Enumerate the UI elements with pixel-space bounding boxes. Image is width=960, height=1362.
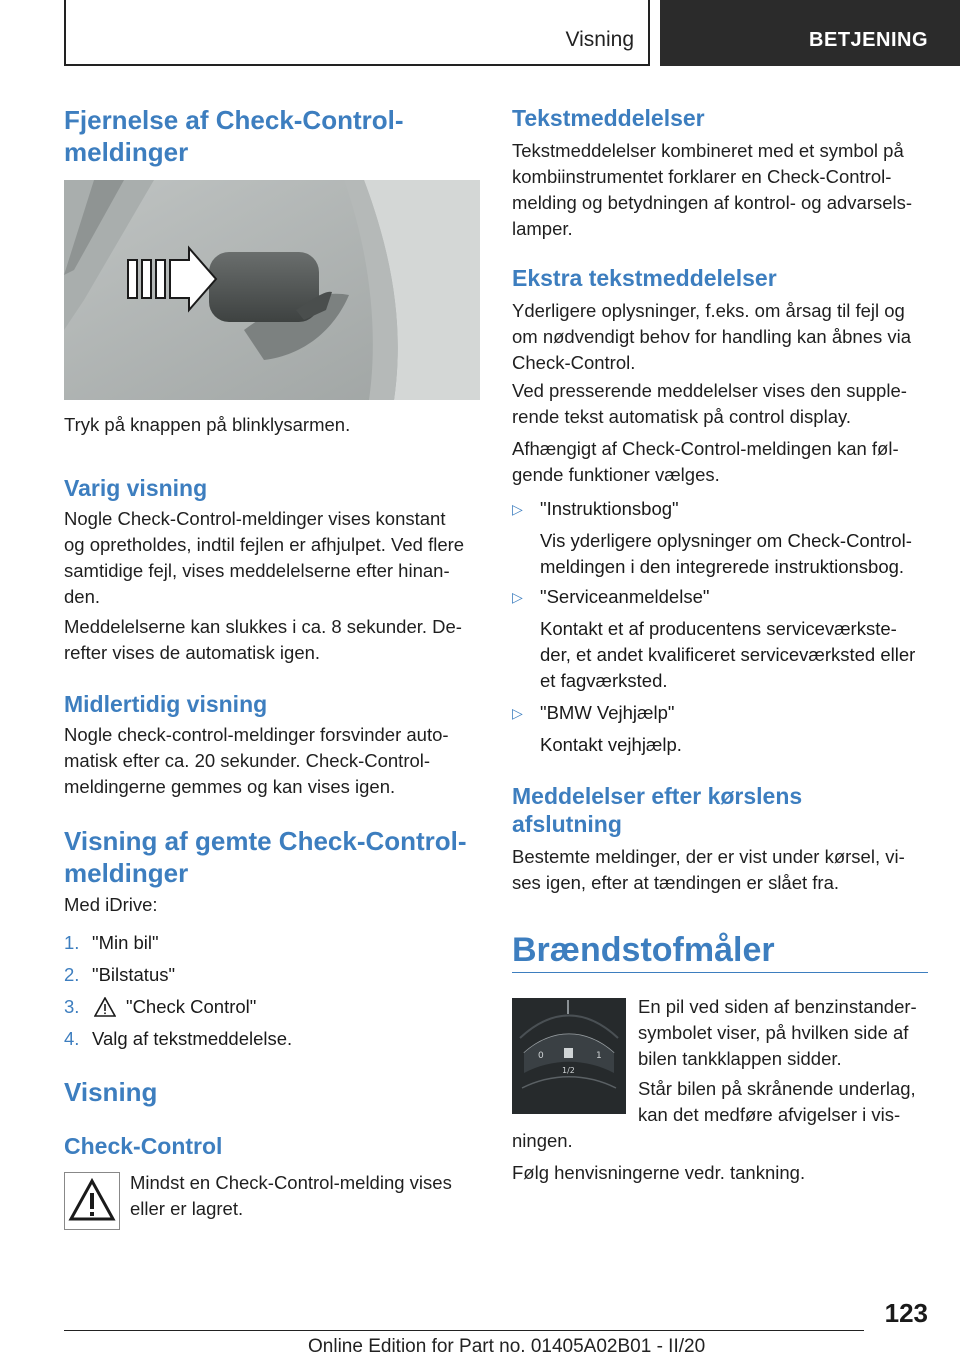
stalk-illustration bbox=[64, 180, 480, 400]
heading-saved-messages: Visning af gemte Check-Control- meldinger bbox=[64, 826, 467, 888]
page-number: 123 bbox=[884, 1298, 928, 1328]
gauge-label-one: 1 bbox=[596, 1051, 602, 1061]
heading-visning: Visning bbox=[64, 1077, 158, 1107]
header-chapter-box bbox=[660, 0, 960, 66]
paragraph-extra-2: Ved presserende meddelelser vises den supple- rende tekst automatisk på control display. bbox=[512, 380, 907, 427]
paragraph-extra-1: Yderligere oplysninger, f.eks. om årsag til fejl og om nødvendigt behov for handling kan åbnes via Check-Control. bbox=[512, 300, 912, 373]
paragraph-fuel-3: Følg henvisningerne vedr. tankning. bbox=[512, 1162, 806, 1183]
bullet-arrow-icon: ▷ bbox=[512, 501, 523, 517]
header-section-box bbox=[64, 0, 650, 66]
illustration-caption: Tryk på knappen på blinklysarmen. bbox=[64, 414, 351, 435]
paragraph-permanent-2: Meddelelserne kan slukkes i ca. 8 sekunder. De- refter vises de automatisk igen. bbox=[64, 616, 462, 663]
header-chapter-title: BETJENING bbox=[809, 29, 928, 51]
footer-edition: Online Edition for Part no. 01405A02B01 - II/20 bbox=[308, 1336, 706, 1357]
heading-text-messages: Tekstmeddelelser bbox=[512, 105, 705, 131]
check-control-warning-icon bbox=[64, 1172, 120, 1230]
heading-permanent-display: Varig visning bbox=[64, 475, 208, 501]
check-control-text: Mindst en Check-Control-melding vises eller er lagret. bbox=[130, 1172, 452, 1219]
paragraph-fuel-2: Står bilen på skrånende underlag, kan det medføre afvigelser i vis- bbox=[638, 1078, 916, 1125]
fuel-pump-icon bbox=[564, 1048, 573, 1058]
heading-extra-text-messages: Ekstra tekstmeddelelser bbox=[512, 265, 777, 291]
paragraph-fuel-1: En pil ved siden af benzinstander- symbolet viser, på hvilken side af bilen tankklappen sidder. bbox=[638, 996, 917, 1069]
bullet-arrow-icon: ▷ bbox=[512, 705, 523, 721]
paragraph-fuel-2-continued: ningen. bbox=[512, 1130, 573, 1151]
heading-rule bbox=[512, 972, 928, 973]
paragraph-text-messages: Tekstmeddelelser kombineret med et symbol på kombiinstrumentet forklarer en Check-Control- melding og betydningen af kontrol- og advarsels- lamper. bbox=[512, 140, 913, 239]
gauge-label-half: 1/2 bbox=[562, 1066, 575, 1075]
paragraph-temporary: Nogle check-control-meldinger forsvinder auto- matisk efter ca. 20 sekunder. Check-Control- meldingerne gemmes og kan vises igen. bbox=[64, 724, 449, 797]
heading-check-control: Check-Control bbox=[64, 1133, 223, 1159]
bullet-arrow-icon: ▷ bbox=[512, 589, 523, 605]
warning-triangle-icon bbox=[94, 997, 116, 1024]
paragraph-extra-3: Afhængigt af Check-Control-meldingen kan føl- gende funktioner vælges. bbox=[512, 438, 899, 485]
heading-after-driving: Meddelelser efter kørslens afslutning bbox=[512, 783, 803, 837]
footer-rule bbox=[64, 1330, 864, 1331]
heading-remove-messages: Fjernelse af Check-Control- meldinger bbox=[64, 105, 404, 167]
idrive-intro: Med iDrive: bbox=[64, 894, 158, 915]
paragraph-permanent-1: Nogle Check-Control-meldinger vises konstant og opretholdes, indtil fejlen er afhjulpet. Ved flere samtidige fejl, vises meddelelserne efter hinan- den. bbox=[64, 508, 465, 607]
heading-temporary-display: Midlertidig visning bbox=[64, 691, 268, 717]
fuel-gauge-image bbox=[512, 998, 626, 1114]
gauge-label-zero: 0 bbox=[538, 1051, 544, 1061]
header-section-title: Visning bbox=[565, 28, 634, 51]
paragraph-after-driving: Bestemte meldinger, der er vist under kørsel, vi- ses igen, efter at tændingen er slået fra. bbox=[512, 846, 905, 893]
heading-fuel-gauge: Brændstofmåler bbox=[512, 931, 775, 969]
